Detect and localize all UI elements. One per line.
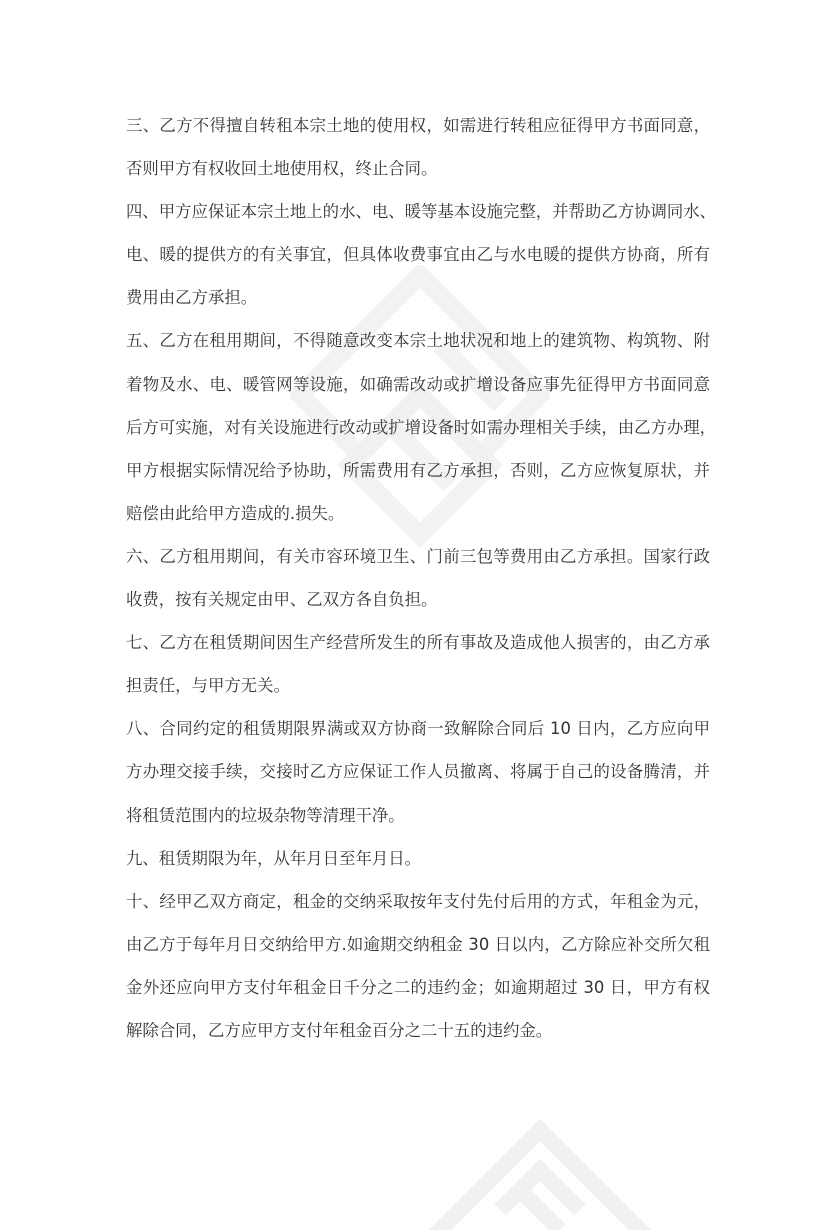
text-line: 费用由乙方承担。 [126,288,258,308]
text-line: 三、乙方不得擅自转租本宗土地的使用权，如需进行转租应征得甲方书面同意， [126,116,710,135]
text-line: 方办理交接手续，交接时乙方应保证工作人员撤离、将属于自己的设备腾清，并 [126,762,710,782]
text-line: 收费，按有关规定由甲、乙双方各自负担。 [126,590,438,610]
text-line: 着物及水、电、暖管网等设施，如确需改动或扩增设备应事先征得甲方书面同意 [126,374,710,394]
text-line: 十、经甲乙双方商定，租金的交纳采取按年支付先付后用的方式，年租金为元， [126,891,710,911]
watermark-logo-icon-bottom [410,1110,670,1230]
document-page [126,104,717,1052]
text-line: 担责任，与甲方无关。 [126,676,290,696]
text-line: 九、租赁期限为年，从年月日至年月日。 [126,848,422,868]
text-line: 将租赁范围内的垃圾杂物等清理干净。 [126,805,405,825]
text-line: 七、乙方在租赁期间因生产经营所发生的所有事故及造成他人损害的，由乙方承 [126,633,710,653]
text-line: 电、暖的提供方的有关事宜，但具体收费事宜由乙与水电暖的提供方协商，所有 [126,245,710,265]
clause-8 [126,707,710,836]
text-line: 否则甲方有权收回土地使用权，终止合同。 [126,159,438,179]
text-line: 金外还应向甲方支付年租金日千分之二的违约金；如逾期超过 30 日，甲方有权 [126,977,710,997]
text-line: 四、甲方应保证本宗土地上的水、电、暖等基本设施完整，并帮助乙方协调同水、 [126,202,717,222]
clause-5 [126,319,717,534]
text-line: 赔偿由此给甲方造成的.损失。 [126,503,345,523]
clause-7 [126,621,710,707]
text-line: 八、合同约定的租赁期限界满或双方协商一致解除合同后 10 日内，乙方应向甲 [126,719,710,739]
text-line: 由乙方于每年月日交纳给甲方.如逾期交纳租金 30 日以内，乙方除应补交所欠租 [126,934,710,954]
text-line: 六、乙方租用期间，有关市容环境卫生、门前三包等费用由乙方承担。国家行政 [126,546,710,566]
text-line: 五、乙方在租用期间，不得随意改变本宗土地状况和地上的建筑物、构筑物、附 [126,331,710,351]
clause-3 [126,104,710,190]
clause-10 [126,880,710,1052]
clause-4 [126,190,717,319]
clause-6 [126,535,710,621]
text-line: 甲方根据实际情况给予协助，所需费用有乙方承担，否则，乙方应恢复原状，并 [126,460,710,480]
text-line: 解除合同，乙方应甲方支付年租金百分之二十五的违约金。 [126,1020,553,1040]
text-line: 后方可实施，对有关设施进行改动或扩增设备时如需办理相关手续，由乙方办理， [126,417,717,437]
clause-9 [126,837,710,880]
